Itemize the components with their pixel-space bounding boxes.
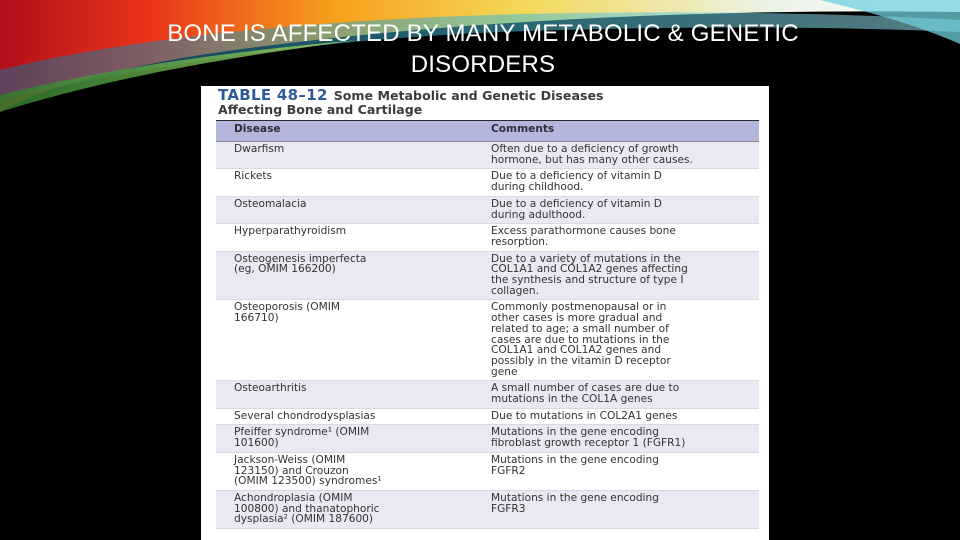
disease-cell-line: Rickets	[234, 170, 273, 183]
disease-cell	[216, 142, 473, 169]
comments-cell-line: during adulthood.	[491, 208, 586, 221]
table-row	[216, 142, 759, 169]
disease-cell-line: Osteomalacia	[234, 197, 307, 210]
comments-cell-line: Due to mutations in COL2A1 genes	[491, 409, 678, 422]
comments-cell-line: Due to a deficiency of vitamin D	[491, 197, 662, 210]
disease-cell-line: Achondroplasia (OMIM	[234, 491, 353, 504]
table-row	[216, 408, 759, 425]
table-caption-line-1: Some Metabolic and Genetic Diseases	[333, 88, 604, 103]
disease-cell	[216, 196, 473, 223]
disease-cell	[216, 169, 473, 196]
table-caption-line-2: Affecting Bone and Cartilage	[218, 101, 423, 117]
disease-cell-line: 101600)	[234, 437, 279, 450]
table-row	[216, 300, 759, 381]
comments-cell-line: Excess parathormone causes bone	[491, 225, 676, 238]
disease-cell	[216, 300, 473, 381]
disease-cell-line: Osteoporosis (OMIM	[234, 301, 341, 314]
disease-cell-line: (OMIM 123500) syndromes¹	[234, 475, 382, 488]
comments-cell-line: other cases is more gradual and	[491, 312, 663, 325]
comments-cell-line: during childhood.	[491, 181, 584, 194]
slide-title-line-1: BONE IS AFFECTED BY MANY METABOLIC & GENETIC	[167, 20, 799, 47]
comments-cell-line: collagen.	[491, 284, 540, 297]
comments-cell-line: the synthesis and structure of type I	[491, 274, 684, 287]
comments-cell-line: Due to a deficiency of vitamin D	[491, 170, 662, 183]
comments-cell-line: Often due to a deficiency of growth	[491, 143, 679, 155]
table-row	[216, 381, 759, 408]
disease-cell-line: Pfeiffer syndrome¹ (OMIM	[234, 426, 370, 439]
comments-cell-line: A small number of cases are due to	[491, 382, 680, 395]
column-header-comments: Comments	[473, 121, 759, 142]
comments-cell-line: Mutations in the gene encoding	[491, 426, 659, 439]
table-row	[216, 169, 759, 196]
comments-cell	[473, 490, 759, 528]
disease-table	[216, 120, 759, 529]
comments-cell-line: resorption.	[491, 235, 549, 248]
disease-cell	[216, 425, 473, 452]
comments-cell-line: FGFR3	[491, 502, 526, 515]
table-row	[216, 196, 759, 223]
comments-cell	[473, 251, 759, 300]
table-caption	[218, 86, 763, 117]
comments-cell	[473, 408, 759, 425]
comments-cell	[473, 142, 759, 169]
comments-cell	[473, 300, 759, 381]
disease-cell-line: Osteoarthritis	[234, 382, 307, 395]
table-row	[216, 490, 759, 528]
comments-cell	[473, 381, 759, 408]
disease-cell-line: 100800) and thanatophoric	[234, 502, 380, 515]
comments-cell	[473, 425, 759, 452]
disease-cell-line: Dwarfism	[234, 143, 285, 155]
disease-cell-line: Osteogenesis imperfecta	[234, 252, 367, 265]
comments-cell-line: Mutations in the gene encoding	[491, 491, 659, 504]
disease-cell-line: Several chondrodysplasias	[234, 409, 376, 422]
comments-cell	[473, 196, 759, 223]
comments-cell-line: COL1A1 and COL1A2 genes and	[491, 344, 662, 357]
disease-cell-line: (eg, OMIM 166200)	[234, 263, 336, 276]
table-number: TABLE 48–12	[218, 86, 328, 104]
disease-cell-line: dysplasia² (OMIM 187600)	[234, 513, 374, 526]
disease-cell	[216, 381, 473, 408]
table-row	[216, 224, 759, 251]
table-body	[216, 142, 759, 529]
comments-cell-line: Mutations in the gene encoding	[491, 453, 659, 466]
column-header-disease: Disease	[216, 121, 473, 142]
table-image	[201, 86, 769, 540]
table-row	[216, 452, 759, 490]
slide-title	[0, 18, 960, 80]
table-header-row	[216, 121, 759, 142]
comments-cell	[473, 224, 759, 251]
comments-cell-line: gene	[491, 365, 518, 378]
comments-cell-line: cases are due to mutations in the	[491, 333, 670, 346]
comments-cell	[473, 452, 759, 490]
comments-cell	[473, 169, 759, 196]
disease-cell	[216, 251, 473, 300]
comments-cell-line: hormone, but has many other causes.	[491, 153, 693, 166]
disease-cell	[216, 408, 473, 425]
table-row	[216, 251, 759, 300]
slide-title-line-2: DISORDERS	[410, 51, 556, 78]
comments-cell-line: related to age; a small number of	[491, 322, 669, 335]
disease-cell-line: Hyperparathyroidism	[234, 225, 347, 238]
table-row	[216, 425, 759, 452]
disease-cell	[216, 490, 473, 528]
disease-cell-line: 166710)	[234, 312, 279, 325]
disease-cell-line: Jackson-Weiss (OMIM	[234, 453, 346, 466]
comments-cell-line: mutations in the COL1A genes	[491, 393, 653, 406]
disease-cell-line: 123150) and Crouzon	[234, 464, 349, 477]
comments-cell-line: fibroblast growth receptor 1 (FGFR1)	[491, 437, 686, 450]
disease-cell	[216, 224, 473, 251]
disease-cell	[216, 452, 473, 490]
comments-cell-line: FGFR2	[491, 464, 526, 477]
comments-cell-line: COL1A1 and COL1A2 genes affecting	[491, 263, 688, 276]
comments-cell-line: possibly in the vitamin D receptor	[491, 354, 671, 367]
comments-cell-line: Due to a variety of mutations in the	[491, 252, 681, 265]
comments-cell-line: Commonly postmenopausal or in	[491, 301, 667, 314]
